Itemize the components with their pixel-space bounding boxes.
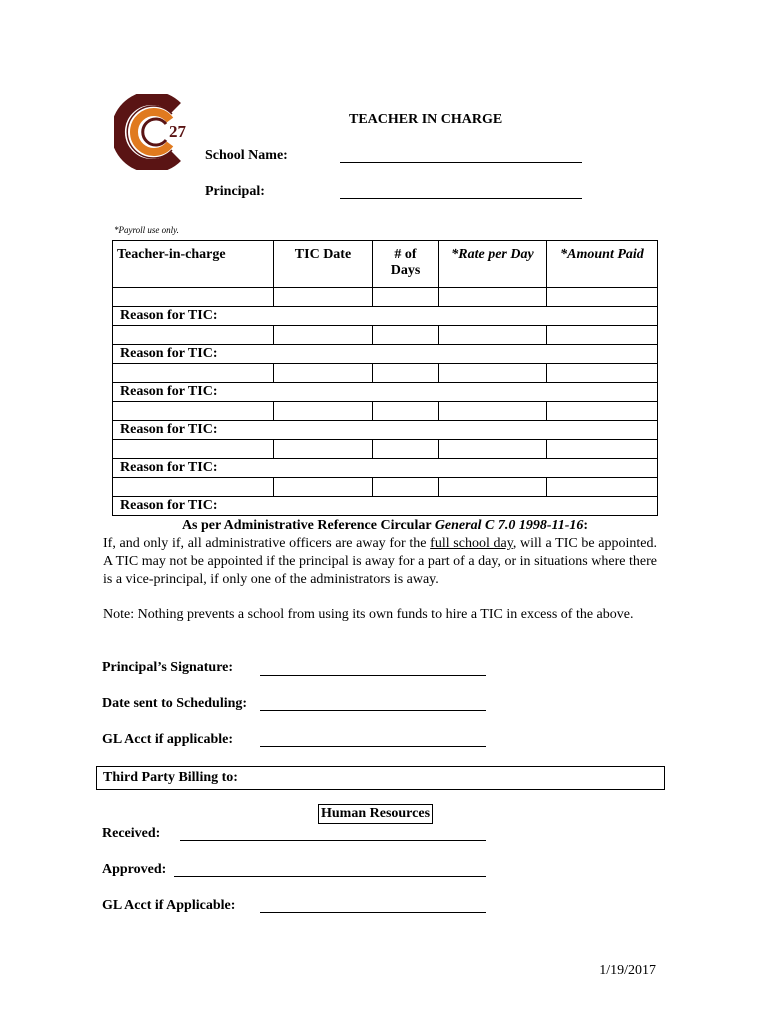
amount-cell[interactable] — [547, 402, 658, 421]
table-row — [113, 326, 658, 345]
human-resources-heading: Human Resources — [318, 804, 433, 824]
rate-cell[interactable] — [439, 364, 547, 383]
days-cell[interactable] — [373, 478, 439, 497]
rate-cell[interactable] — [439, 478, 547, 497]
district-logo — [114, 94, 194, 170]
tic-date-cell[interactable] — [274, 402, 373, 421]
days-header-text: # of Days — [390, 247, 421, 278]
tic-date-cell[interactable] — [274, 364, 373, 383]
reason-row — [113, 345, 658, 364]
circular-paragraph — [103, 535, 657, 589]
logo-number: 27 — [169, 122, 186, 141]
teacher-cell[interactable] — [113, 478, 274, 497]
reason-cell[interactable]: Reason for TIC: — [113, 307, 658, 326]
days-cell[interactable] — [373, 288, 439, 307]
circular-heading — [0, 518, 770, 534]
reason-row — [113, 307, 658, 326]
rate-cell[interactable] — [439, 440, 547, 459]
teacher-cell[interactable] — [113, 402, 274, 421]
table-row — [113, 478, 658, 497]
table-row — [113, 440, 658, 459]
teacher-cell[interactable] — [113, 440, 274, 459]
page-title: TEACHER IN CHARGE — [349, 112, 503, 127]
payroll-note: *Payroll use only. — [114, 225, 179, 235]
teacher-cell[interactable] — [113, 364, 274, 383]
reason-row — [113, 421, 658, 440]
tic-date-cell[interactable] — [274, 478, 373, 497]
received-label: Received: — [102, 826, 161, 841]
circular-reference: General C 7.0 1998-11-16 — [434, 518, 584, 533]
hr-gl-acct-field[interactable] — [260, 912, 486, 913]
reason-cell[interactable]: Reason for TIC: — [113, 345, 658, 364]
reason-cell[interactable]: Reason for TIC: — [113, 497, 658, 516]
reason-cell[interactable]: Reason for TIC: — [113, 459, 658, 478]
reason-cell[interactable]: Reason for TIC: — [113, 383, 658, 402]
rate-cell[interactable] — [439, 326, 547, 345]
third-party-billing-box[interactable] — [96, 766, 665, 790]
teacher-cell[interactable] — [113, 326, 274, 345]
date-sent-label: Date sent to Scheduling: — [102, 696, 248, 711]
amount-cell[interactable] — [547, 478, 658, 497]
amount-cell[interactable] — [547, 440, 658, 459]
days-cell[interactable] — [373, 326, 439, 345]
col-header-teacher: Teacher-in-charge — [113, 241, 274, 288]
days-cell[interactable] — [373, 364, 439, 383]
col-header-days — [373, 241, 439, 288]
days-cell[interactable] — [373, 402, 439, 421]
gl-acct-field[interactable] — [260, 746, 486, 747]
rate-cell[interactable] — [439, 288, 547, 307]
reason-cell[interactable]: Reason for TIC: — [113, 421, 658, 440]
circular-heading-colon: : — [583, 518, 589, 533]
table-header-row — [113, 241, 658, 288]
hr-gl-acct-label: GL Acct if Applicable: — [102, 898, 236, 913]
tic-date-cell[interactable] — [274, 326, 373, 345]
rate-cell[interactable] — [439, 402, 547, 421]
gl-acct-label: GL Acct if applicable: — [102, 732, 234, 747]
third-party-billing-label: Third Party Billing to: — [103, 770, 238, 785]
reason-row — [113, 383, 658, 402]
date-sent-field[interactable] — [260, 710, 486, 711]
col-header-amount: *Amount Paid — [547, 241, 658, 288]
teacher-cell[interactable] — [113, 288, 274, 307]
school-name-label: School Name: — [205, 148, 288, 163]
tic-date-cell[interactable] — [274, 288, 373, 307]
tic-table — [112, 240, 658, 516]
amount-cell[interactable] — [547, 288, 658, 307]
amount-cell[interactable] — [547, 326, 658, 345]
amount-cell[interactable] — [547, 364, 658, 383]
table-row — [113, 288, 658, 307]
circular-heading-prefix: As per Administrative Reference Circular — [181, 518, 435, 533]
note-paragraph: Note: Nothing prevents a school from using its own funds to hire a TIC in excess of the above. — [103, 607, 634, 622]
circular-text-a: If, and only if, all administrative officers are away for the — [103, 536, 431, 551]
school-name-field[interactable] — [340, 162, 582, 163]
table-row — [113, 402, 658, 421]
circular-text-b: , will a TIC be appointed. A TIC may not be appointed if the principal is away for a part of a day, or in situations where there is a vice-principal, if only one of the administrators is away. — [103, 536, 657, 587]
col-header-tic-date: TIC Date — [274, 241, 373, 288]
col-header-rate: *Rate per Day — [439, 241, 547, 288]
reason-row — [113, 497, 658, 516]
principal-signature-label: Principal’s Signature: — [102, 660, 234, 675]
approved-label: Approved: — [102, 862, 167, 877]
tic-date-cell[interactable] — [274, 440, 373, 459]
days-cell[interactable] — [373, 440, 439, 459]
table-row — [113, 364, 658, 383]
reason-row — [113, 459, 658, 478]
approved-field[interactable] — [174, 876, 486, 877]
principal-label: Principal: — [205, 184, 265, 199]
principal-field[interactable] — [340, 198, 582, 199]
footer-date: 1/19/2017 — [599, 963, 656, 978]
received-field[interactable] — [180, 840, 486, 841]
principal-signature-field[interactable] — [260, 675, 486, 676]
full-school-day-text: full school day — [430, 536, 513, 551]
